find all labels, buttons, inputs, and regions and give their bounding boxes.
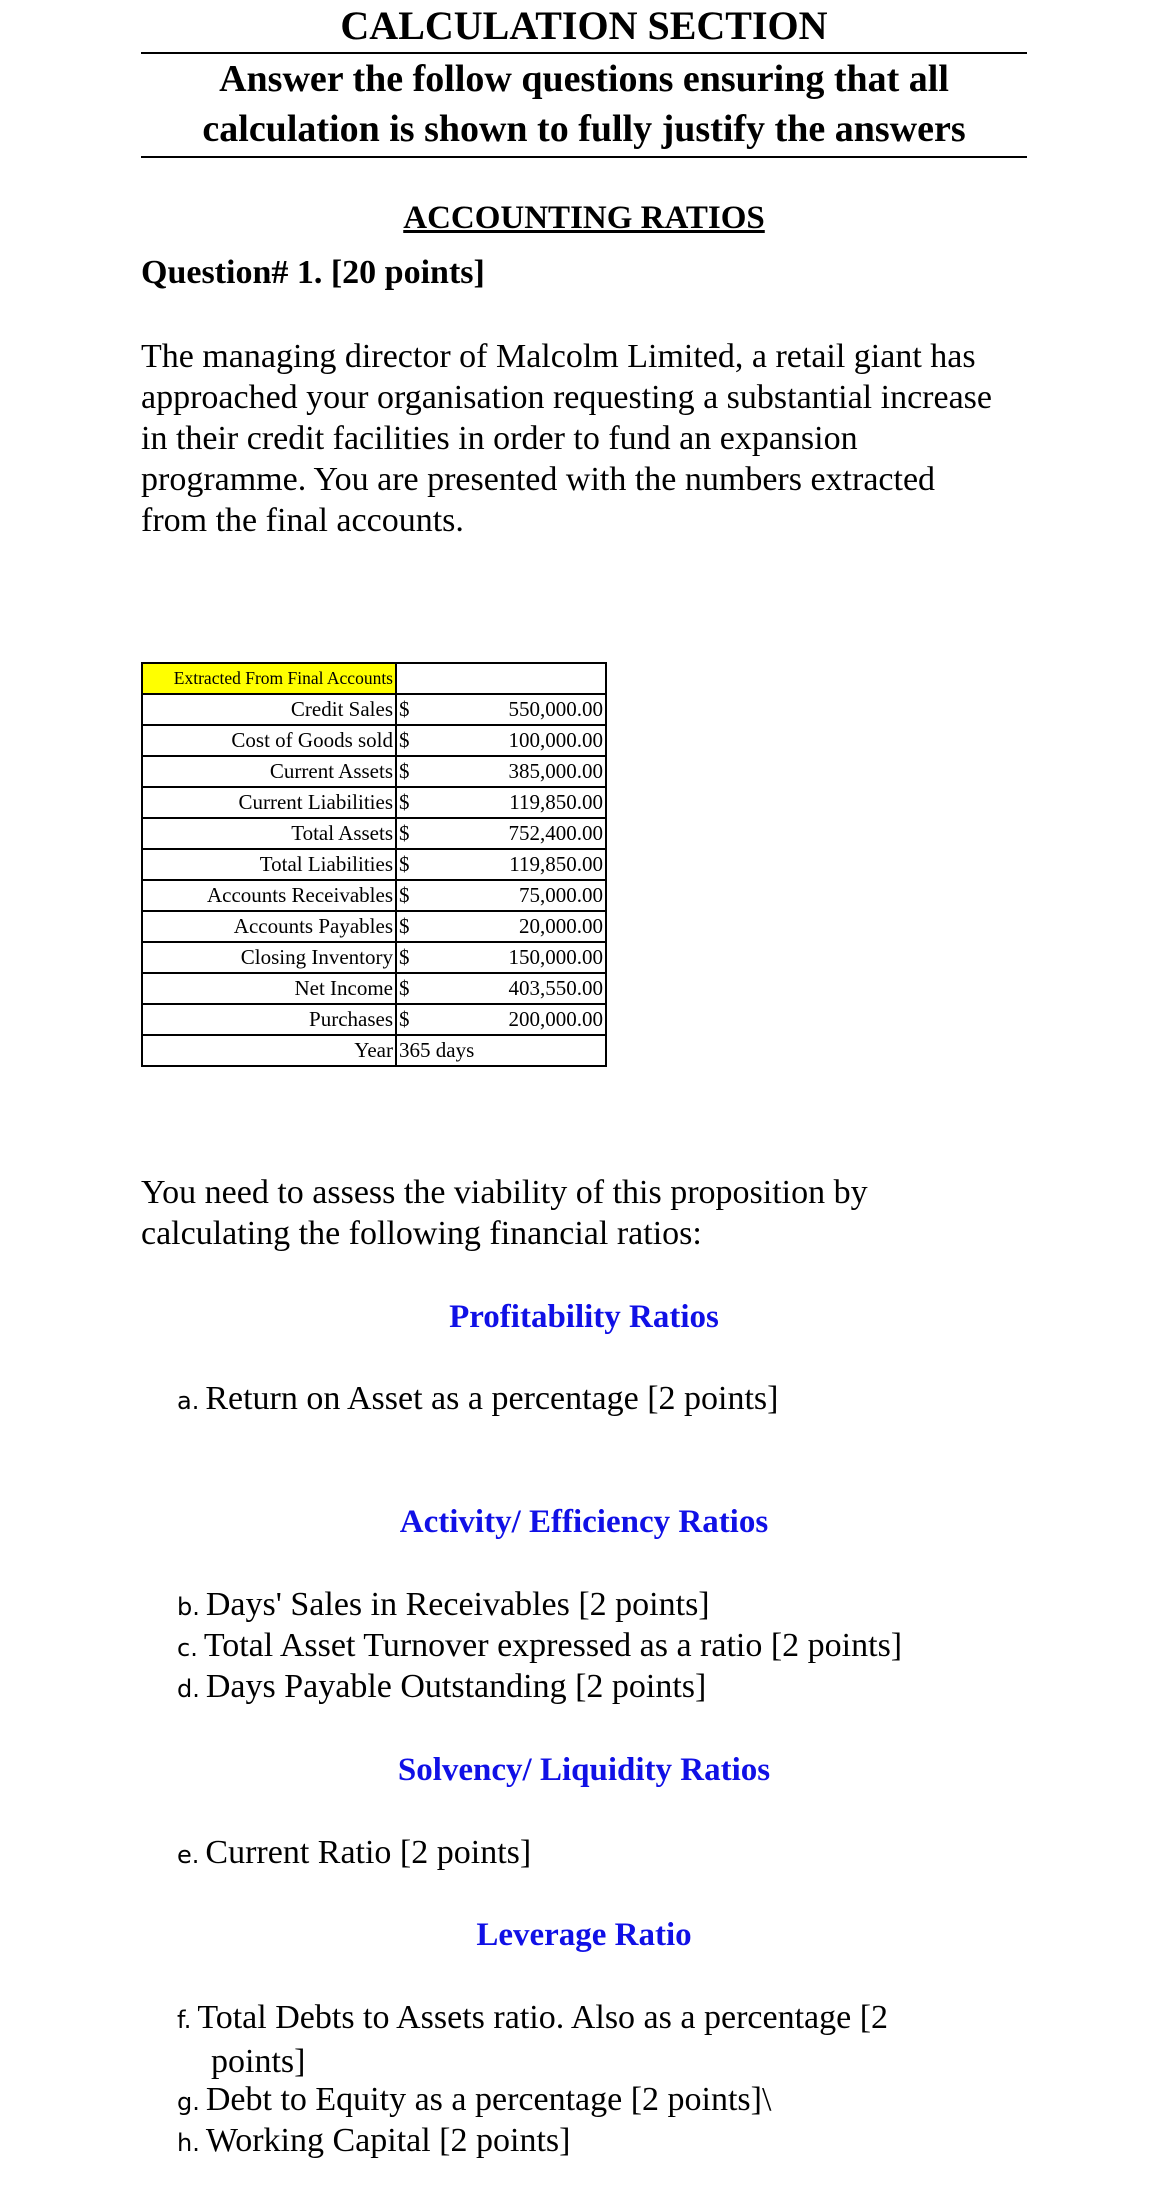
intro-line: The managing director of Malcolm Limited, a retail giant has xyxy=(141,338,976,375)
row-value-cell xyxy=(396,911,606,942)
currency-symbol: $ xyxy=(399,790,410,814)
year-value: 365 days xyxy=(396,1035,606,1066)
row-value: 403,550.00 xyxy=(508,976,603,1000)
item-text: Current Ratio [2 points] xyxy=(205,1834,532,1871)
item-letter: f. xyxy=(177,2006,192,2034)
item-text: Total Asset Turnover expressed as a ratio [2 points] xyxy=(203,1627,903,1664)
intro-line: programme. You are presented with the numbers extracted xyxy=(141,461,936,498)
item-text: Total Debts to Assets ratio. Also as a percentage [2 xyxy=(197,1999,889,2036)
table-header-empty xyxy=(396,663,606,694)
table-row xyxy=(142,880,606,911)
question-intro xyxy=(141,336,1027,541)
activity-heading: Activity/ Efficiency Ratios xyxy=(399,1504,769,1540)
item-text: Return on Asset as a percentage [2 points] xyxy=(205,1380,779,1417)
currency-symbol: $ xyxy=(399,1007,410,1031)
subtitle-divider xyxy=(141,156,1027,158)
row-value-cell xyxy=(396,818,606,849)
table-row xyxy=(142,725,606,756)
row-value-cell xyxy=(396,725,606,756)
table-row xyxy=(142,756,606,787)
row-value: 385,000.00 xyxy=(508,759,603,783)
table-row xyxy=(142,787,606,818)
currency-symbol: $ xyxy=(399,945,410,969)
row-label: Total Liabilities xyxy=(142,849,396,880)
row-value: 150,000.00 xyxy=(508,945,603,969)
ratio-item-e xyxy=(177,1832,1027,1876)
row-value-cell xyxy=(396,694,606,725)
row-value-cell xyxy=(396,756,606,787)
row-value-cell xyxy=(396,1004,606,1035)
table-row xyxy=(142,973,606,1004)
ratio-item-a xyxy=(177,1378,1027,1422)
row-value-cell xyxy=(396,880,606,911)
currency-symbol: $ xyxy=(399,883,410,907)
currency-symbol: $ xyxy=(399,821,410,845)
instructions-line-2: calculation is shown to fully justify the answers xyxy=(202,108,966,150)
item-letter: h. xyxy=(177,2129,200,2157)
item-letter: a. xyxy=(177,1387,200,1415)
profitability-heading: Profitability Ratios xyxy=(449,1299,719,1335)
final-accounts-table xyxy=(141,662,607,1067)
currency-symbol: $ xyxy=(399,728,410,752)
row-value: 75,000.00 xyxy=(519,883,603,907)
row-label: Current Assets xyxy=(142,756,396,787)
currency-symbol: $ xyxy=(399,852,410,876)
item-text-continued: points] xyxy=(211,2043,306,2080)
ratio-item-d xyxy=(177,1666,1027,1710)
item-text: Days' Sales in Receivables [2 points] xyxy=(205,1586,710,1623)
instructions-heading xyxy=(141,54,1027,154)
currency-symbol: $ xyxy=(399,759,410,783)
document-page xyxy=(141,0,1027,2159)
assessment-line: calculating the following financial ratios: xyxy=(141,1215,702,1252)
currency-symbol: $ xyxy=(399,914,410,938)
intro-line: from the final accounts. xyxy=(141,502,464,539)
row-value: 752,400.00 xyxy=(508,821,603,845)
item-letter: b. xyxy=(177,1593,200,1621)
row-value: 200,000.00 xyxy=(508,1007,603,1031)
item-letter: e. xyxy=(177,1841,200,1869)
row-label: Net Income xyxy=(142,973,396,1004)
row-label: Purchases xyxy=(142,1004,396,1035)
instructions-line-1: Answer the follow questions ensuring that all xyxy=(219,58,949,100)
solvency-heading: Solvency/ Liquidity Ratios xyxy=(397,1752,771,1788)
item-text: Debt to Equity as a percentage [2 points]\ xyxy=(205,2081,772,2118)
table-header-row xyxy=(142,663,606,694)
row-value: 119,850.00 xyxy=(509,852,603,876)
intro-line: approached your organisation requesting a substantial increase xyxy=(141,379,992,416)
ratio-item-g xyxy=(177,2079,1027,2123)
row-label: Current Liabilities xyxy=(142,787,396,818)
row-value: 20,000.00 xyxy=(519,914,603,938)
currency-symbol: $ xyxy=(399,976,410,1000)
item-letter: d. xyxy=(177,1675,200,1703)
row-value-cell xyxy=(396,973,606,1004)
ratio-item-h xyxy=(177,2120,1027,2164)
currency-symbol: $ xyxy=(399,697,410,721)
ratio-item-b xyxy=(177,1584,1027,1628)
row-label: Cost of Goods sold xyxy=(142,725,396,756)
row-label: Credit Sales xyxy=(142,694,396,725)
row-value: 100,000.00 xyxy=(508,728,603,752)
row-value-cell xyxy=(396,849,606,880)
item-text: Working Capital [2 points] xyxy=(205,2122,571,2159)
item-text: Days Payable Outstanding [2 points] xyxy=(205,1668,707,1705)
table-row xyxy=(142,911,606,942)
ratio-item-c xyxy=(177,1625,1027,1669)
row-value-cell xyxy=(396,942,606,973)
item-letter: c. xyxy=(177,1634,198,1662)
leverage-heading: Leverage Ratio xyxy=(476,1917,692,1953)
row-value-cell xyxy=(396,787,606,818)
year-label: Year xyxy=(142,1035,396,1066)
table-row xyxy=(142,818,606,849)
table-row xyxy=(142,942,606,973)
row-label: Total Assets xyxy=(142,818,396,849)
row-label: Accounts Payables xyxy=(142,911,396,942)
item-letter: g. xyxy=(177,2088,200,2116)
row-label: Accounts Receivables xyxy=(142,880,396,911)
row-label: Closing Inventory xyxy=(142,942,396,973)
table-header: Extracted From Final Accounts xyxy=(142,663,396,694)
section-title: ACCOUNTING RATIOS xyxy=(403,200,765,236)
ratio-item-f xyxy=(177,1997,1027,2082)
table-row xyxy=(142,1004,606,1035)
assessment-text xyxy=(141,1172,1027,1254)
question-heading: Question# 1. [20 points] xyxy=(141,254,485,291)
row-value: 119,850.00 xyxy=(509,790,603,814)
table-row xyxy=(142,849,606,880)
row-value: 550,000.00 xyxy=(508,697,603,721)
intro-line: in their credit facilities in order to fund an expansion xyxy=(141,420,858,457)
assessment-line: You need to assess the viability of this proposition by xyxy=(141,1174,868,1211)
table-row-year xyxy=(142,1035,606,1066)
table-row xyxy=(142,694,606,725)
page-title: CALCULATION SECTION xyxy=(340,3,828,48)
